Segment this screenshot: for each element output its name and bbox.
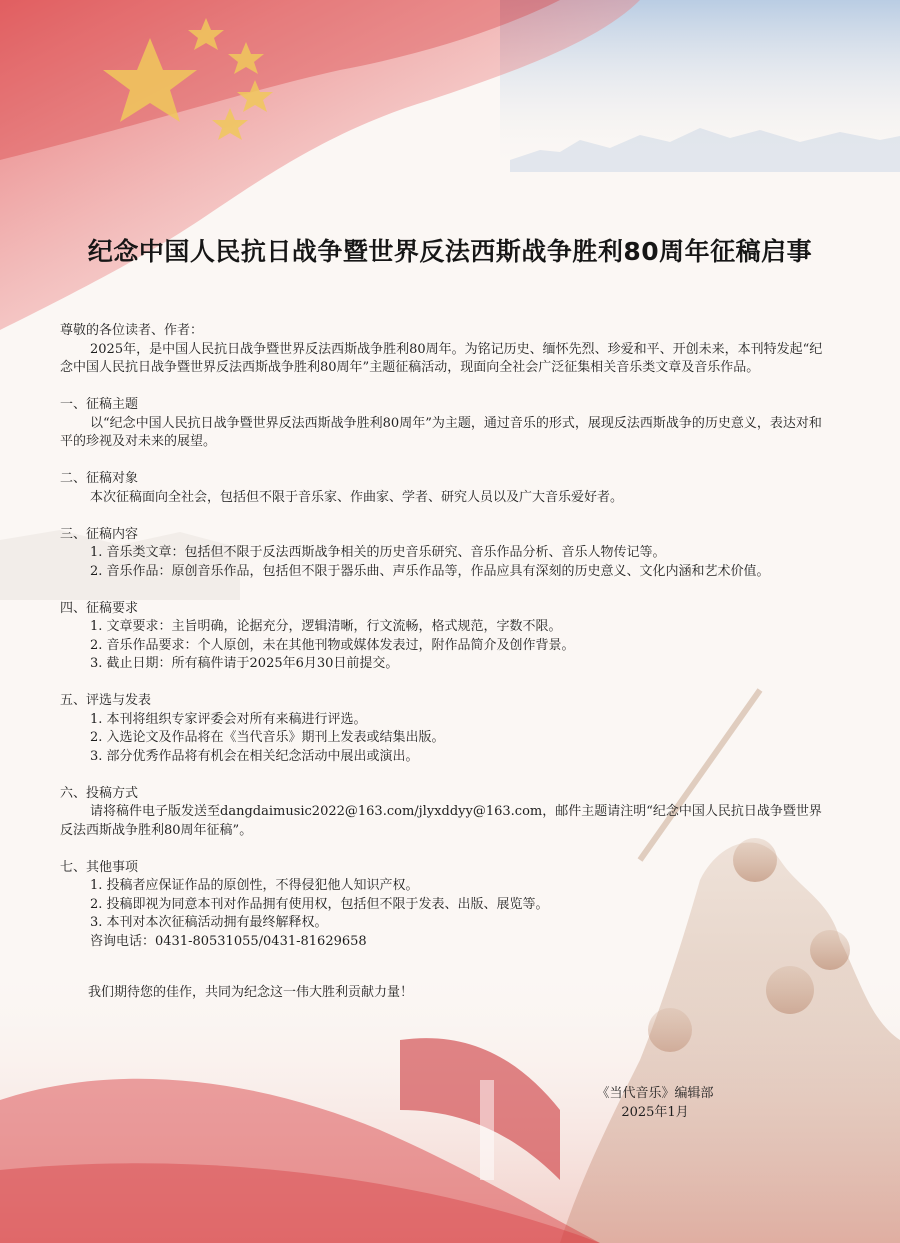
list-item: 2. 音乐作品：原创音乐作品，包括但不限于器乐曲、声乐作品等，作品应具有深刻的历史意义、文化内涵和艺术价值。 [90, 563, 770, 579]
section-text-submission: 请将稿件电子版发送至dangdaimusic2022@163.com/jlyxddyy@163.com，邮件主题请注明“纪念中国人民抗日战争暨世界反法西斯战争胜利80周年征稿”。 [60, 804, 822, 838]
section-text-theme: 以“纪念中国人民抗日战争暨世界反法西斯战争胜利80周年”为主题，通过音乐的形式，展现反法西斯战争的历史意义，表达对和平的珍视及对未来的展望。 [60, 415, 822, 449]
section-heading-content: 三、征稿内容 [60, 526, 139, 542]
signature-date: 2025年1月 [621, 1104, 689, 1120]
list-item: 1. 音乐类文章：包括但不限于反法西斯战争相关的历史音乐研究、音乐作品分析、音乐人物传记等。 [90, 545, 666, 560]
closing-line: 我们期待您的佳作，共同为纪念这一伟大胜利贡献力量！ [88, 984, 414, 1000]
list-item: 2. 投稿即视为同意本刊对作品拥有使用权，包括但不限于发表、出版、展览等。 [90, 896, 549, 912]
signature-block [555, 1085, 755, 1122]
section-heading-other: 七、其他事项 [60, 859, 139, 875]
contact-phone: 咨询电话：0431-80531055/0431-81629658 [90, 933, 367, 949]
section-heading-submission: 六、投稿方式 [60, 785, 139, 801]
intro-paragraph: 2025年，是中国人民抗日战争暨世界反法西斯战争胜利80周年。为铭记历史、缅怀先烈、珍爱和平、开创未来，本刊特发起“纪念中国人民抗日战争暨世界反法西斯战争胜利80周年”主题征稿活动，现面向全社会广泛征集相关音乐类文章及音乐作品。 [60, 341, 823, 375]
list-item: 1. 投稿者应保证作品的原创性，不得侵犯他人知识产权。 [90, 878, 419, 893]
section-text-audience: 本次征稿面向全社会，包括但不限于音乐家、作曲家、学者、研究人员以及广大音乐爱好者。 [90, 489, 624, 505]
greeting: 尊敬的各位读者、作者： [60, 323, 204, 338]
list-item: 1. 本刊将组织专家评委会对所有来稿进行评选。 [90, 711, 367, 727]
section-heading-requirements: 四、征稿要求 [60, 600, 139, 616]
section-heading-theme: 一、征稿主题 [60, 397, 139, 412]
page-title: 纪念中国人民抗日战争暨世界反法西斯战争胜利80周年征稿启事 [87, 237, 813, 266]
list-item: 2. 入选论文及作品将在《当代音乐》期刊上发表或结集出版。 [90, 730, 445, 745]
notice-body [60, 322, 830, 1002]
list-item: 2. 音乐作品要求：个人原创，未在其他刊物或媒体发表过，附作品简介及创作背景。 [90, 637, 575, 653]
section-heading-selection: 五、评选与发表 [60, 693, 152, 708]
section-heading-audience: 二、征稿对象 [60, 471, 139, 486]
list-item: 1. 文章要求：主旨明确，论据充分，逻辑清晰，行文流畅，格式规范，字数不限。 [90, 619, 562, 634]
list-item: 3. 截止日期：所有稿件请于2025年6月30日前提交。 [90, 656, 399, 671]
list-item: 3. 本刊对本次征稿活动拥有最终解释权。 [90, 915, 328, 930]
signature-org: 《当代音乐》编辑部 [596, 1086, 714, 1101]
list-item: 3. 部分优秀作品将有机会在相关纪念活动中展出或演出。 [90, 748, 419, 764]
